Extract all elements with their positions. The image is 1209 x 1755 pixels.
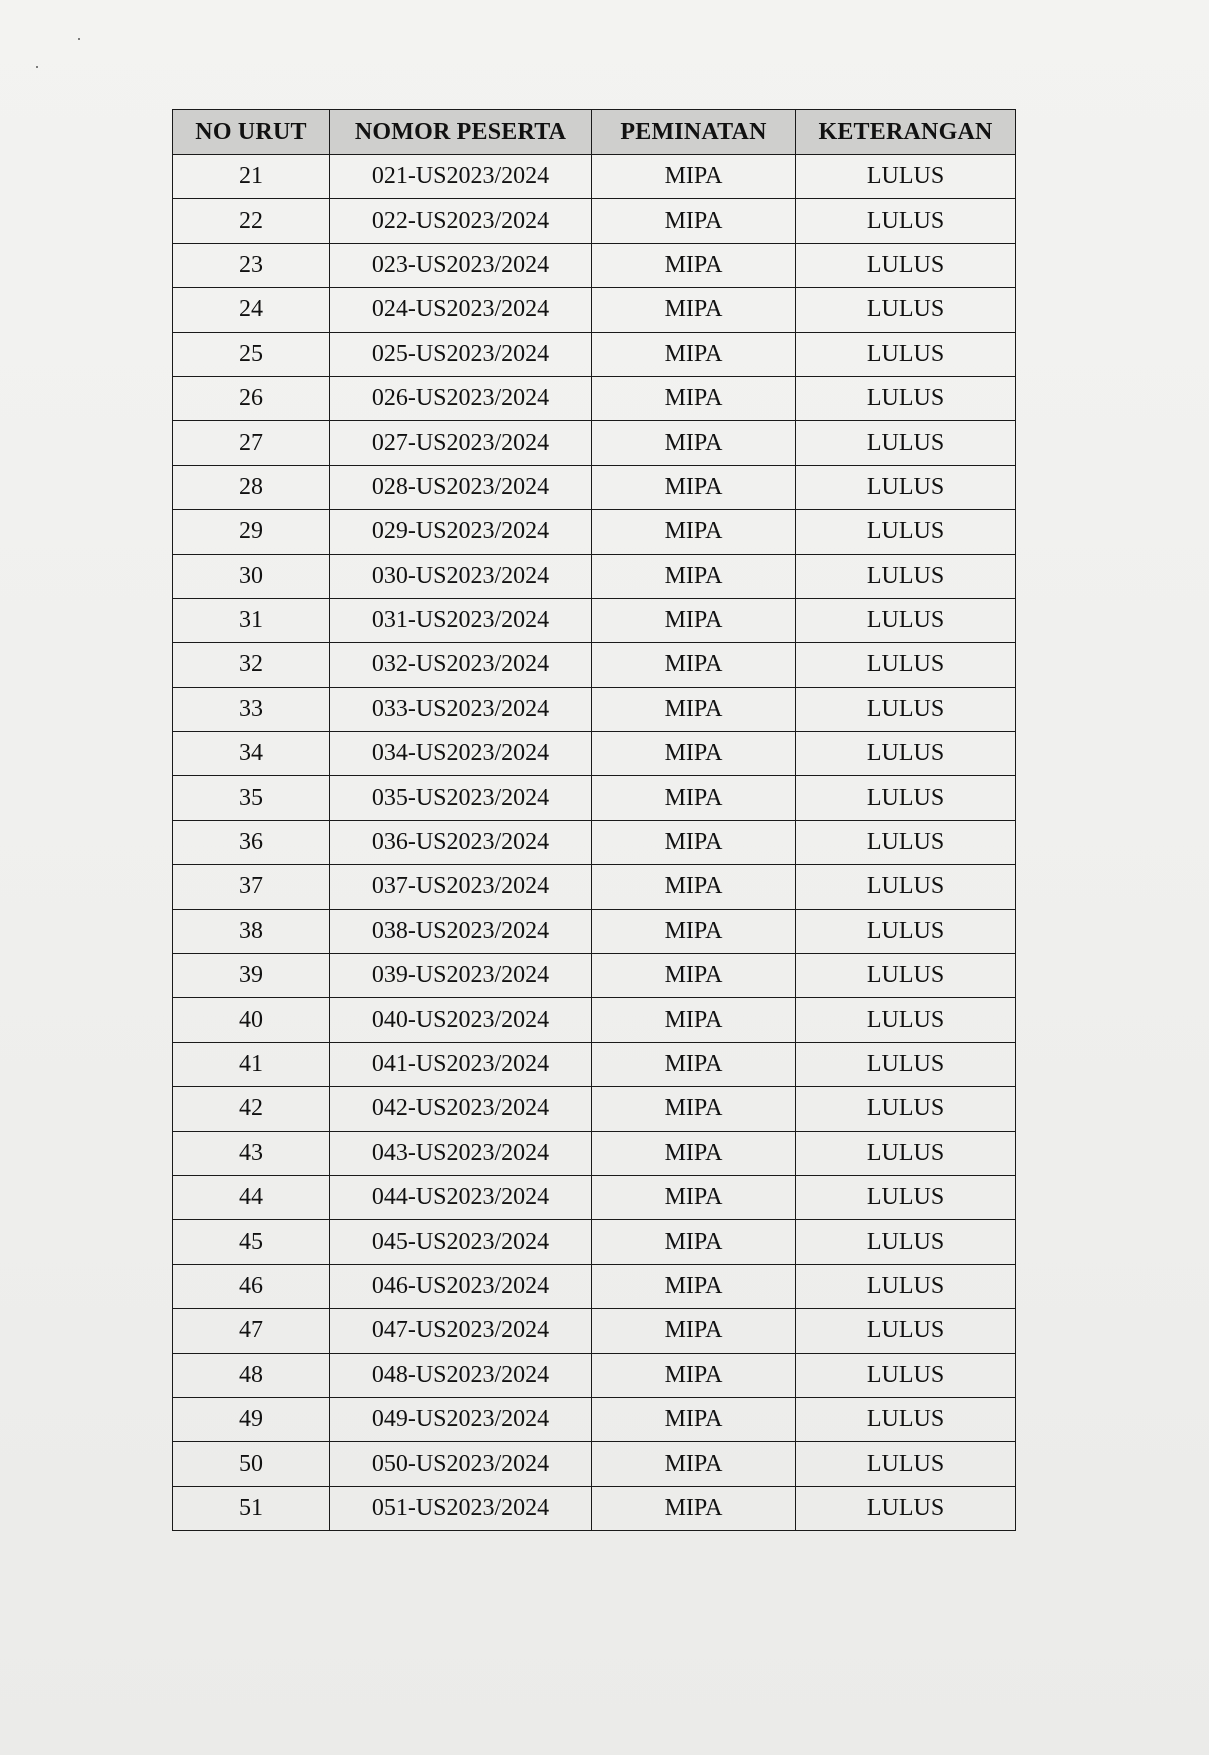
table-row [173,376,1016,420]
keterangan-cell: LULUS [796,732,1016,776]
keterangan-cell: LULUS [796,376,1016,420]
table-row [173,598,1016,642]
keterangan-cell: LULUS [796,1353,1016,1397]
peminatan-cell: MIPA [592,288,796,332]
peminatan-cell: MIPA [592,199,796,243]
no-urut-cell: 28 [173,465,330,509]
peminatan-cell: MIPA [592,687,796,731]
keterangan-cell: LULUS [796,1220,1016,1264]
no-urut-cell: 30 [173,554,330,598]
nomor-peserta-cell: 033-US2023/2024 [330,687,592,731]
nomor-peserta-cell: 032-US2023/2024 [330,643,592,687]
no-urut-cell: 23 [173,243,330,287]
keterangan-cell: LULUS [796,1264,1016,1308]
table-row [173,643,1016,687]
table-row [173,954,1016,998]
nomor-peserta-cell: 024-US2023/2024 [330,288,592,332]
no-urut-cell: 36 [173,820,330,864]
table-row [173,554,1016,598]
table-row [173,820,1016,864]
header-nomor-peserta: NOMOR PESERTA [330,110,592,155]
nomor-peserta-cell: 036-US2023/2024 [330,820,592,864]
table-row [173,510,1016,554]
no-urut-cell: 24 [173,288,330,332]
no-urut-cell: 27 [173,421,330,465]
table-row [173,1087,1016,1131]
peminatan-cell: MIPA [592,1175,796,1219]
peminatan-cell: MIPA [592,243,796,287]
nomor-peserta-cell: 037-US2023/2024 [330,865,592,909]
peminatan-cell: MIPA [592,421,796,465]
table-row [173,332,1016,376]
keterangan-cell: LULUS [796,465,1016,509]
keterangan-cell: LULUS [796,643,1016,687]
peminatan-cell: MIPA [592,510,796,554]
keterangan-cell: LULUS [796,1175,1016,1219]
keterangan-cell: LULUS [796,1486,1016,1530]
nomor-peserta-cell: 028-US2023/2024 [330,465,592,509]
nomor-peserta-cell: 046-US2023/2024 [330,1264,592,1308]
nomor-peserta-cell: 044-US2023/2024 [330,1175,592,1219]
keterangan-cell: LULUS [796,1131,1016,1175]
peminatan-cell: MIPA [592,1486,796,1530]
table-row [173,1309,1016,1353]
keterangan-cell: LULUS [796,1397,1016,1441]
keterangan-cell: LULUS [796,776,1016,820]
peminatan-cell: MIPA [592,1131,796,1175]
table-row [173,288,1016,332]
no-urut-cell: 51 [173,1486,330,1530]
peminatan-cell: MIPA [592,332,796,376]
no-urut-cell: 43 [173,1131,330,1175]
table-row [173,1264,1016,1308]
nomor-peserta-cell: 023-US2023/2024 [330,243,592,287]
peminatan-cell: MIPA [592,1087,796,1131]
nomor-peserta-cell: 027-US2023/2024 [330,421,592,465]
table-row [173,998,1016,1042]
no-urut-cell: 37 [173,865,330,909]
peminatan-cell: MIPA [592,1353,796,1397]
peminatan-cell: MIPA [592,1442,796,1486]
header-no-urut: NO URUT [173,110,330,155]
keterangan-cell: LULUS [796,554,1016,598]
nomor-peserta-cell: 030-US2023/2024 [330,554,592,598]
no-urut-cell: 21 [173,155,330,199]
table-row [173,465,1016,509]
peminatan-cell: MIPA [592,1264,796,1308]
no-urut-cell: 34 [173,732,330,776]
no-urut-cell: 29 [173,510,330,554]
table-row [173,1353,1016,1397]
keterangan-cell: LULUS [796,421,1016,465]
nomor-peserta-cell: 042-US2023/2024 [330,1087,592,1131]
table-row [173,421,1016,465]
nomor-peserta-cell: 025-US2023/2024 [330,332,592,376]
keterangan-cell: LULUS [796,288,1016,332]
no-urut-cell: 44 [173,1175,330,1219]
table-row [173,776,1016,820]
nomor-peserta-cell: 039-US2023/2024 [330,954,592,998]
peminatan-cell: MIPA [592,598,796,642]
keterangan-cell: LULUS [796,1442,1016,1486]
peminatan-cell: MIPA [592,732,796,776]
nomor-peserta-cell: 043-US2023/2024 [330,1131,592,1175]
no-urut-cell: 35 [173,776,330,820]
table-row [173,1397,1016,1441]
no-urut-cell: 32 [173,643,330,687]
keterangan-cell: LULUS [796,687,1016,731]
nomor-peserta-cell: 034-US2023/2024 [330,732,592,776]
nomor-peserta-cell: 047-US2023/2024 [330,1309,592,1353]
table-header [173,110,1016,155]
nomor-peserta-cell: 050-US2023/2024 [330,1442,592,1486]
nomor-peserta-cell: 031-US2023/2024 [330,598,592,642]
table-row [173,1220,1016,1264]
no-urut-cell: 38 [173,909,330,953]
nomor-peserta-cell: 040-US2023/2024 [330,998,592,1042]
no-urut-cell: 49 [173,1397,330,1441]
nomor-peserta-cell: 048-US2023/2024 [330,1353,592,1397]
nomor-peserta-cell: 051-US2023/2024 [330,1486,592,1530]
keterangan-cell: LULUS [796,1042,1016,1086]
header-row [173,110,1016,155]
peminatan-cell: MIPA [592,776,796,820]
peminatan-cell: MIPA [592,1220,796,1264]
table-row [173,865,1016,909]
no-urut-cell: 26 [173,376,330,420]
nomor-peserta-cell: 038-US2023/2024 [330,909,592,953]
results-table [172,109,1016,1531]
keterangan-cell: LULUS [796,243,1016,287]
peminatan-cell: MIPA [592,865,796,909]
no-urut-cell: 31 [173,598,330,642]
header-peminatan: PEMINATAN [592,110,796,155]
nomor-peserta-cell: 035-US2023/2024 [330,776,592,820]
peminatan-cell: MIPA [592,376,796,420]
paper-speck [78,38,80,40]
keterangan-cell: LULUS [796,865,1016,909]
no-urut-cell: 41 [173,1042,330,1086]
table-row [173,199,1016,243]
keterangan-cell: LULUS [796,510,1016,554]
table-row [173,1131,1016,1175]
keterangan-cell: LULUS [796,1309,1016,1353]
keterangan-cell: LULUS [796,998,1016,1042]
table-row [173,1442,1016,1486]
peminatan-cell: MIPA [592,820,796,864]
peminatan-cell: MIPA [592,155,796,199]
nomor-peserta-cell: 022-US2023/2024 [330,199,592,243]
peminatan-cell: MIPA [592,909,796,953]
keterangan-cell: LULUS [796,820,1016,864]
table-row [173,155,1016,199]
keterangan-cell: LULUS [796,1087,1016,1131]
header-keterangan: KETERANGAN [796,110,1016,155]
no-urut-cell: 50 [173,1442,330,1486]
keterangan-cell: LULUS [796,954,1016,998]
no-urut-cell: 33 [173,687,330,731]
no-urut-cell: 47 [173,1309,330,1353]
keterangan-cell: LULUS [796,598,1016,642]
peminatan-cell: MIPA [592,1397,796,1441]
nomor-peserta-cell: 041-US2023/2024 [330,1042,592,1086]
no-urut-cell: 45 [173,1220,330,1264]
no-urut-cell: 25 [173,332,330,376]
peminatan-cell: MIPA [592,998,796,1042]
keterangan-cell: LULUS [796,199,1016,243]
nomor-peserta-cell: 026-US2023/2024 [330,376,592,420]
peminatan-cell: MIPA [592,1309,796,1353]
no-urut-cell: 46 [173,1264,330,1308]
table-row [173,909,1016,953]
no-urut-cell: 22 [173,199,330,243]
no-urut-cell: 39 [173,954,330,998]
peminatan-cell: MIPA [592,465,796,509]
table-row [173,243,1016,287]
peminatan-cell: MIPA [592,643,796,687]
no-urut-cell: 40 [173,998,330,1042]
no-urut-cell: 48 [173,1353,330,1397]
table-row [173,732,1016,776]
peminatan-cell: MIPA [592,954,796,998]
nomor-peserta-cell: 029-US2023/2024 [330,510,592,554]
nomor-peserta-cell: 021-US2023/2024 [330,155,592,199]
peminatan-cell: MIPA [592,1042,796,1086]
nomor-peserta-cell: 045-US2023/2024 [330,1220,592,1264]
keterangan-cell: LULUS [796,155,1016,199]
table-row [173,1175,1016,1219]
peminatan-cell: MIPA [592,554,796,598]
table-row [173,1486,1016,1530]
no-urut-cell: 42 [173,1087,330,1131]
paper-speck [36,66,38,68]
keterangan-cell: LULUS [796,332,1016,376]
table-row [173,687,1016,731]
table-row [173,1042,1016,1086]
keterangan-cell: LULUS [796,909,1016,953]
nomor-peserta-cell: 049-US2023/2024 [330,1397,592,1441]
table-body [173,155,1016,1531]
